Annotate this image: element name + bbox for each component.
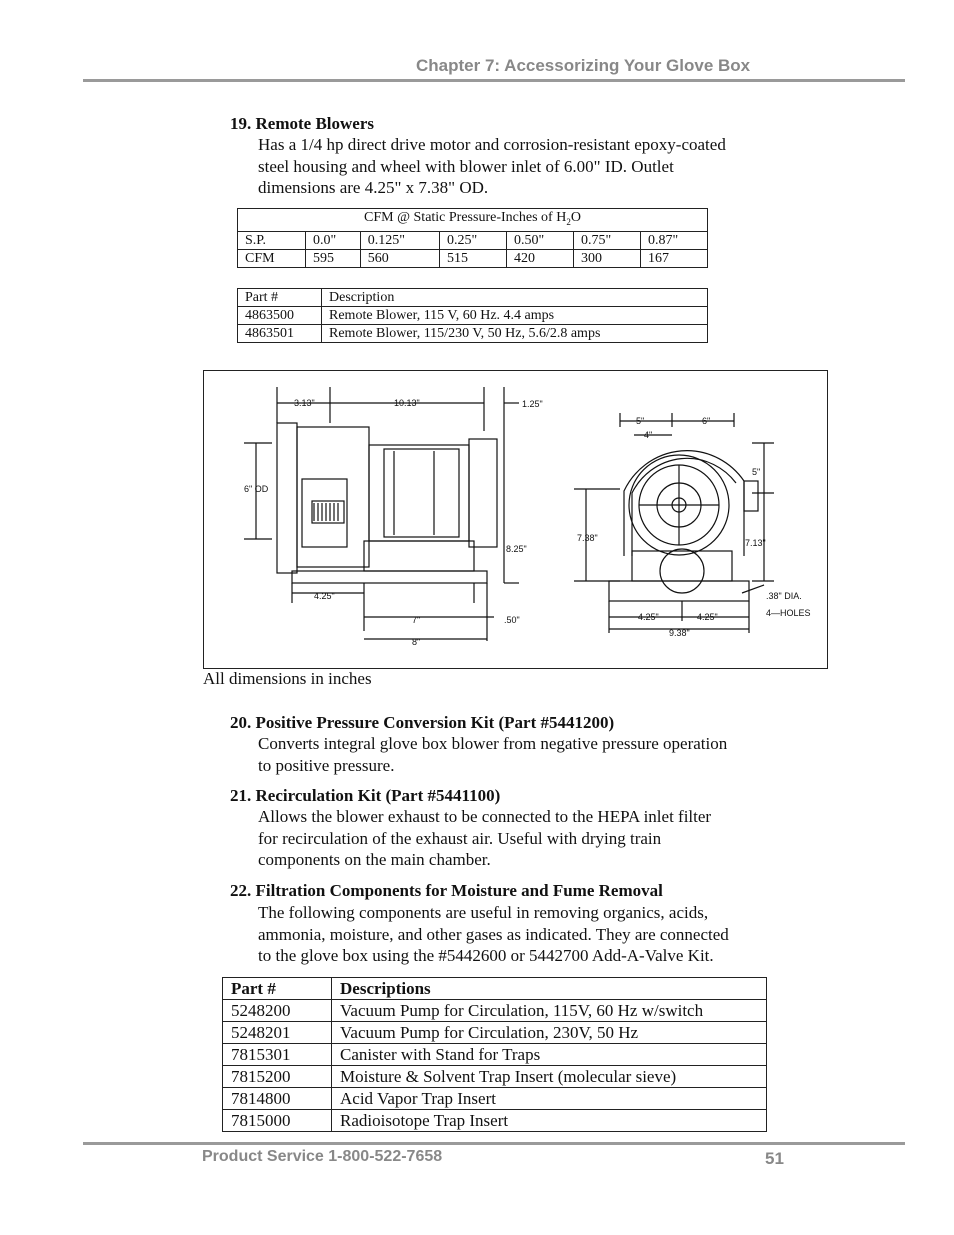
table-cell: 420 xyxy=(506,249,573,267)
chapter-title: Chapter 7: Accessorizing Your Glove Box xyxy=(416,56,751,75)
section-19-title: 19. Remote Blowers xyxy=(230,114,374,133)
table-cell: 4863500 xyxy=(238,307,322,325)
dim-label: 3.13" xyxy=(294,398,315,408)
front-view xyxy=(574,413,774,633)
dim-label: .50" xyxy=(504,615,520,625)
section-21-line: for recirculation of the exhaust air. Useful with drying train xyxy=(258,828,662,848)
section-22-line: to the glove box using the #5442600 or 5442700 Add-A-Valve Kit. xyxy=(258,946,714,965)
table-cell: S.P. xyxy=(238,231,306,249)
table-cell: Remote Blower, 115/230 V, 50 Hz, 5.6/2.8 amps xyxy=(322,325,708,343)
table-cell: 0.87" xyxy=(640,231,707,249)
section-19-line: Has a 1/4 hp direct drive motor and corrosion-resistant epoxy-coated xyxy=(258,135,726,154)
dim-label: 5" xyxy=(752,467,761,477)
section-20-title: 20. Positive Pressure Conversion Kit (Part #5441200) xyxy=(230,713,615,732)
table-row xyxy=(238,307,708,325)
side-view-labels xyxy=(244,398,543,647)
section-22-line: ammonia, moisture, and other gases as indicated. They are connected xyxy=(258,924,729,944)
page-number: 51 xyxy=(765,1149,784,1168)
section-22-title: 22. Filtration Components for Moisture and Fume Removal xyxy=(230,881,663,900)
section-19-line: dimensions are 4.25" x 7.38" OD. xyxy=(258,178,489,197)
table-cell: Remote Blower, 115 V, 60 Hz. 4.4 amps xyxy=(322,307,708,325)
table-cell: 7815301 xyxy=(223,1044,332,1066)
figure-caption: All dimensions in inches xyxy=(203,669,372,688)
table-cell: 300 xyxy=(573,249,640,267)
dim-label: 6" OD xyxy=(244,484,269,494)
table-row xyxy=(223,978,767,1000)
section-21-line: components on the main chamber. xyxy=(258,850,491,869)
dim-label: .38" DIA. xyxy=(766,591,802,601)
section-22-line: The following components are useful in removing organics, acids, xyxy=(258,903,709,922)
table-cell: 0.125" xyxy=(360,231,439,249)
section-19-line: steel housing and wheel with blower inlet of 6.00" ID. Outlet xyxy=(258,156,674,176)
section-19-body xyxy=(258,134,798,199)
table-cell: Moisture & Solvent Trap Insert (molecular sieve) xyxy=(332,1066,767,1088)
section-20-line: to positive pressure. xyxy=(258,755,395,775)
section-20-body xyxy=(258,733,798,776)
table-cell: 7815000 xyxy=(223,1110,332,1132)
table-cell: 0.0" xyxy=(306,231,361,249)
table-cell: 0.25" xyxy=(439,231,506,249)
dim-label: 9.38" xyxy=(669,628,690,638)
table-cell: 595 xyxy=(306,249,361,267)
table-row xyxy=(238,289,708,307)
table-cell: Acid Vapor Trap Insert xyxy=(332,1088,767,1110)
table-header-cell: Description xyxy=(322,289,708,307)
dim-label: 7.38" xyxy=(577,533,598,543)
table-row xyxy=(223,1066,767,1088)
table-cell: 7814800 xyxy=(223,1088,332,1110)
dim-label: 8.25" xyxy=(506,544,527,554)
dim-label: 5" xyxy=(636,416,645,426)
table-cell: 5248200 xyxy=(223,1000,332,1022)
footer-rule xyxy=(83,1142,905,1145)
table-row xyxy=(238,325,708,343)
dim-label: 4.25" xyxy=(697,612,718,622)
blower-parts-table xyxy=(237,288,708,343)
product-service-phone: Product Service 1-800-522-7658 xyxy=(202,1148,443,1165)
table-cell: Vacuum Pump for Circulation, 230V, 50 Hz xyxy=(332,1022,767,1044)
table-cell: CFM xyxy=(238,249,306,267)
table-row xyxy=(238,231,708,249)
dim-label: 10.13" xyxy=(394,398,420,408)
dim-label: 8" xyxy=(412,637,421,647)
cfm-table-caption: CFM @ Static Pressure-Inches of $H_2O$ xyxy=(238,209,708,232)
table-row xyxy=(238,249,708,267)
dim-label: 4—HOLES xyxy=(766,608,811,618)
filtration-table xyxy=(222,977,767,1132)
dim-label: 6" xyxy=(702,416,711,426)
table-row xyxy=(223,1110,767,1132)
section-21-title: 21. Recirculation Kit (Part #5441100) xyxy=(230,786,501,805)
table-cell: Vacuum Pump for Circulation, 115V, 60 Hz w/switch xyxy=(332,1000,767,1022)
table-cell: 0.75" xyxy=(573,231,640,249)
table-row xyxy=(223,1044,767,1066)
section-21-body xyxy=(258,806,798,871)
table-cell: 4863501 xyxy=(238,325,322,343)
dim-label: 4.25" xyxy=(638,612,659,622)
dim-label: 4.25" xyxy=(314,591,335,601)
table-header-cell: Part # xyxy=(223,978,332,1000)
dim-label: 7.13" xyxy=(745,538,766,548)
table-cell: 167 xyxy=(640,249,707,267)
table-row xyxy=(223,1088,767,1110)
table-row xyxy=(223,1000,767,1022)
blower-drawing xyxy=(204,371,827,668)
section-22-body xyxy=(258,902,798,967)
table-cell: 515 xyxy=(439,249,506,267)
section-20-line: Converts integral glove box blower from negative pressure operation xyxy=(258,734,728,753)
table-row xyxy=(238,209,708,232)
dim-label: 1.25" xyxy=(522,399,543,409)
header-rule xyxy=(83,79,905,82)
table-cell: 5248201 xyxy=(223,1022,332,1044)
dim-label: 7" xyxy=(412,615,421,625)
section-21-line: Allows the blower exhaust to be connected to the HEPA inlet filter xyxy=(258,807,712,826)
table-header-cell: Part # xyxy=(238,289,322,307)
cfm-table xyxy=(237,208,708,268)
front-view-labels xyxy=(577,416,811,638)
table-cell: 560 xyxy=(360,249,439,267)
table-cell: Canister with Stand for Traps xyxy=(332,1044,767,1066)
dim-label: 4" xyxy=(644,430,653,440)
table-cell: Radioisotope Trap Insert xyxy=(332,1110,767,1132)
table-header-cell: Descriptions xyxy=(332,978,767,1000)
side-view xyxy=(244,387,519,641)
table-cell: 0.50" xyxy=(506,231,573,249)
table-row xyxy=(223,1022,767,1044)
table-cell: 7815200 xyxy=(223,1066,332,1088)
blower-dimension-figure xyxy=(203,370,828,669)
